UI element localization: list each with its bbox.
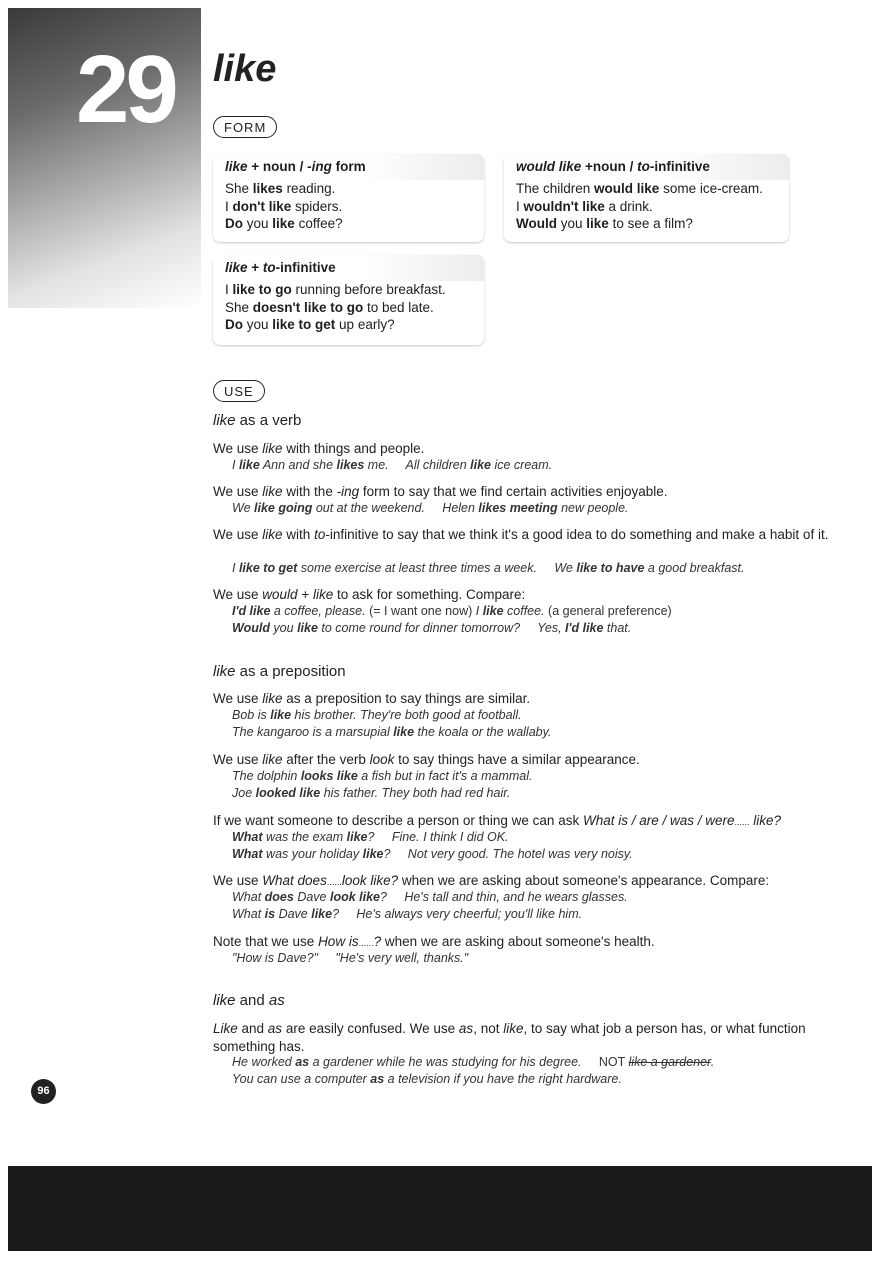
example-sentence: What was the exam like? Fine. I think I did OK. [232, 830, 509, 844]
example-sentence: Joe looked like his father. They both had red hair. [232, 786, 511, 800]
example-sentence: You can use a computer as a television if you have the right hardware. [232, 1072, 622, 1086]
paragraph: We use would + like to ask for something. Compare: [213, 587, 526, 602]
example-sentence: I like Ann and she likes me. All children like ice cream. [232, 458, 553, 472]
example-sentence: Would you like to come round for dinner tomorrow? Yes, I'd like that. [232, 621, 632, 635]
example-sentence: The dolphin looks like a fish but in fact it's a mammal. [232, 769, 533, 783]
form-example: Would you like to see a film? [516, 216, 693, 231]
form-example: I wouldn't like a drink. [516, 198, 653, 214]
form-box-like-noun [213, 154, 484, 242]
paragraph: We use like with to-infinitive to say that we think it's a good idea to do something and make a habit of it. [213, 527, 829, 542]
paragraph: We use like with things and people. [213, 441, 425, 456]
example-sentence: "How is Dave?" "He's very well, thanks." [232, 951, 469, 965]
example-sentence: The kangaroo is a marsupial like the koala or the wallaby. [232, 725, 552, 739]
form-box-would-like [504, 154, 789, 242]
example-sentence: We like going out at the weekend. Helen likes meeting new people. [232, 501, 629, 515]
form-example: I like to go running before breakfast. [225, 282, 446, 297]
example-sentence: Bob is like his brother. They're both good at football. [232, 708, 522, 722]
section-title-like-and-as: like and as [213, 992, 285, 1009]
paragraph: We use like as a preposition to say things are similar. [213, 691, 531, 706]
form-label: FORM [213, 116, 277, 138]
paragraph: We use What does......look like? when we are asking about someone's appearance. Compare: [213, 873, 770, 888]
section-title-preposition: like as a preposition [213, 663, 346, 680]
example-sentence: What is Dave like? He's always very cheerful; you'll like him. [232, 907, 583, 921]
form-example: Do you like coffee? [225, 216, 343, 231]
form-example: The children would like some ice-cream. [516, 181, 763, 196]
use-label: USE [213, 380, 265, 402]
form-box-heading: like + to-infinitive [213, 255, 484, 281]
footer-band [8, 1166, 872, 1251]
paragraph: Note that we use How is......? when we are asking about someone's health. [213, 934, 655, 949]
example-sentence: I like to get some exercise at least three times a week. We like to have a good breakfast. [232, 561, 745, 575]
form-example: Do you like to get up early? [225, 317, 395, 332]
form-example: She doesn't like to go to bed late. [225, 299, 434, 315]
paragraph: We use like after the verb look to say things have a similar appearance. [213, 752, 640, 767]
paragraph: If we want someone to describe a person or thing we can ask What is / are / was / were...... like? [213, 813, 782, 828]
page-number: 96 [31, 1079, 56, 1104]
form-box-heading: would like +noun / to-infinitive [504, 154, 789, 180]
form-example: I don't like spiders. [225, 198, 343, 214]
example-sentence: What does Dave look like? He's tall and thin, and he wears glasses. [232, 890, 628, 904]
example-sentence: I'd like a coffee, please. (= I want one now) I like coffee. (a general preference) [232, 604, 672, 618]
unit-number: 29 [76, 36, 175, 143]
example-sentence: He worked as a gardener while he was studying for his degree. NOT like a gardener. [232, 1055, 715, 1069]
form-box-heading: like + noun / -ing form [213, 154, 484, 180]
form-example: She likes reading. [225, 181, 336, 196]
example-sentence: What was your holiday like? Not very good. The hotel was very noisy. [232, 847, 633, 861]
paragraph: We use like with the -ing form to say that we find certain activities enjoyable. [213, 484, 668, 499]
unit-title: like [213, 48, 277, 90]
section-title-verb: like as a verb [213, 412, 302, 429]
paragraph: Like and as are easily confused. We use as, not like, to say what job a person has, or what function something has. [213, 1021, 806, 1054]
form-box-like-to-infinitive [213, 255, 484, 345]
